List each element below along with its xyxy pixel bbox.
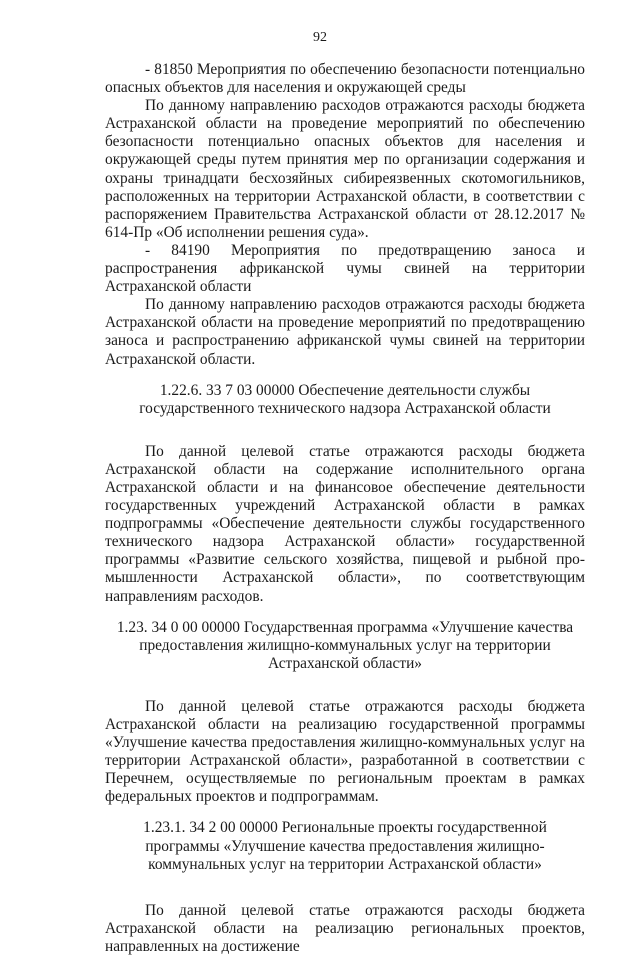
spacer — [105, 418, 585, 443]
expense-description-81850: По данному направлению расходов отражаются расходы бюджета Астраханской области на проведение мероприятий по обеспечению безопасности потенциально опасных объектов для населения и окружающей среды путем принятия мер по организации содержания и охраны тринадцати бесхозяйных сибиреязвенных скотомогильников, расположенных на территории Астраханской области, в соответствии с распоряжением Правительства Астраханской области от 28.12.2017 № 614-Пр «Об исполнении решения суда». — [105, 97, 585, 241]
spacer — [105, 874, 585, 902]
section-text-1-23: По данной целевой статье отражаются расходы бюджета Астраханской области на реализацию государственной программы «Улучшение качества предоставления жилищно-коммунальных услуг на территории Астраханской области», разработанной в соответствии с Перечнем, осуществляемые по региональным проектам в рамках федеральных проектов и подпрограммам. — [105, 697, 585, 806]
section-text-1-23-1: По данной целевой статье отражаются расходы бюджета Астраханской области на реализацию региональных проектов, направленных на достижение — [105, 901, 585, 955]
expense-description-84190: По данному направлению расходов отражаются расходы бюджета Астраханской области на проведение мероприятий по предотвращению заноса и распространению африканской чумы свиней на территории Астраханской области. — [105, 296, 585, 368]
expense-item-84190: - 84190 Мероприятия по предотвращению заноса и распространения африканской чумы свиней на территории Астраханской области — [105, 241, 585, 296]
spacer — [105, 606, 585, 619]
spacer — [105, 673, 585, 698]
section-heading-1-22-6: 1.22.6. 33 7 03 00000 Обеспечение деятельности службы государственного технического надзора Астраханской области — [139, 381, 551, 417]
spacer — [105, 369, 585, 382]
section-heading-1-23: 1.23. 34 0 00 00000 Государственная программа «Улучшение качества предоставления жилищно-коммунальных услуг на территории Астраханской области» — [116, 618, 574, 672]
spacer — [105, 806, 585, 819]
section-heading-1-23-1: 1.23.1. 34 2 00 00000 Региональные проекты государственной программы «Улучшение качества предоставления жилищно-коммунальных услуг на территории Астраханской области» — [143, 819, 547, 873]
page-number: 92 — [313, 30, 327, 45]
expense-item-81850: - 81850 Мероприятия по обеспечению безопасности потенциально опасных объектов для населения и окружающей среды — [105, 61, 585, 97]
section-text-1-22-6: По данной целевой статье отражаются расходы бюджета Астраханской области на содержание исполнительного органа Астраханской области и на финансовое обеспечение деятельности государственных учреждений Астраханской области в рамках подпрограммы «Обеспечение деятельности службы государственного технического надзора Астраханской области» государственной программы «Развитие сельского хозяйства, пищевой и рыбной промышленности Астраханской области», по соответствующим направлениям расходов. — [105, 442, 585, 605]
page-content — [105, 61, 585, 956]
